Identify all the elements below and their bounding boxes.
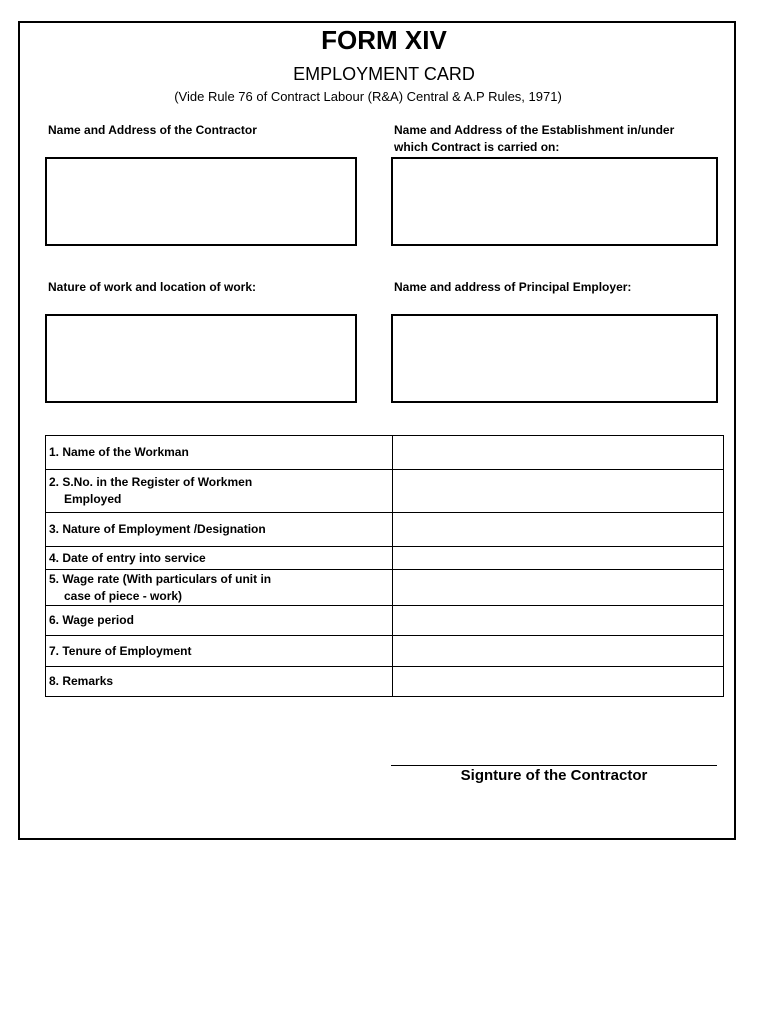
form-title: FORM XIV — [321, 25, 447, 55]
work-label: Nature of work and location of work: — [48, 280, 257, 294]
table-row — [46, 570, 724, 606]
field-label — [46, 570, 393, 606]
field-label-text: 3. Nature of Employment /Designation — [49, 522, 266, 536]
table-row — [46, 436, 724, 470]
field-value-cell[interactable] — [393, 513, 724, 547]
field-label-continuation: case of piece - work) — [64, 588, 183, 603]
field-label-text: 7. Tenure of Employment — [49, 643, 192, 658]
establishment-label — [394, 122, 714, 156]
establishment-box[interactable] — [391, 157, 718, 246]
field-label-text: 8. Remarks — [49, 674, 114, 688]
field-label-text: 5. Wage rate (With particulars of unit in — [49, 571, 272, 586]
field-value-cell[interactable] — [393, 606, 724, 636]
contractor-label: Name and Address of the Contractor — [48, 123, 257, 137]
workman-details-table — [45, 435, 724, 697]
field-value-cell[interactable] — [393, 470, 724, 513]
field-label — [46, 667, 393, 697]
field-label-text: 2. S.No. in the Register of Workmen — [49, 475, 253, 489]
field-label — [46, 636, 393, 667]
form-subtitle: EMPLOYMENT CARD — [293, 64, 475, 84]
table-row — [46, 513, 724, 547]
establishment-label-line2: which Contract is carried on: — [394, 140, 560, 154]
field-value-cell[interactable] — [393, 667, 724, 697]
establishment-label-line1: Name and Address of the Establishment in/under — [394, 123, 675, 137]
table-row — [46, 606, 724, 636]
field-value-cell[interactable] — [393, 570, 724, 606]
rule-reference: (Vide Rule 76 of Contract Labour (R&A) Central & A.P Rules, 1971) — [174, 89, 562, 104]
field-label — [46, 513, 393, 547]
table-row — [46, 547, 724, 570]
field-label-text: 1. Name of the Workman — [49, 445, 189, 459]
field-label — [46, 436, 393, 470]
field-label-text: 4. Date of entry into service — [49, 550, 206, 565]
field-label-continuation: Employed — [64, 492, 122, 506]
field-value-cell[interactable] — [393, 547, 724, 570]
field-label — [46, 547, 393, 570]
field-label-text: 6. Wage period — [49, 613, 134, 627]
field-value-cell[interactable] — [393, 436, 724, 470]
field-label — [46, 606, 393, 636]
contractor-box[interactable] — [45, 157, 357, 246]
work-box[interactable] — [45, 314, 357, 403]
table-row — [46, 667, 724, 697]
table-row — [46, 636, 724, 667]
table-row — [46, 470, 724, 513]
principal-label: Name and address of Principal Employer: — [394, 280, 632, 294]
principal-box[interactable] — [391, 314, 718, 403]
field-value-cell[interactable] — [393, 636, 724, 667]
field-label — [46, 470, 393, 513]
signature-label: Signture of the Contractor — [460, 767, 648, 784]
